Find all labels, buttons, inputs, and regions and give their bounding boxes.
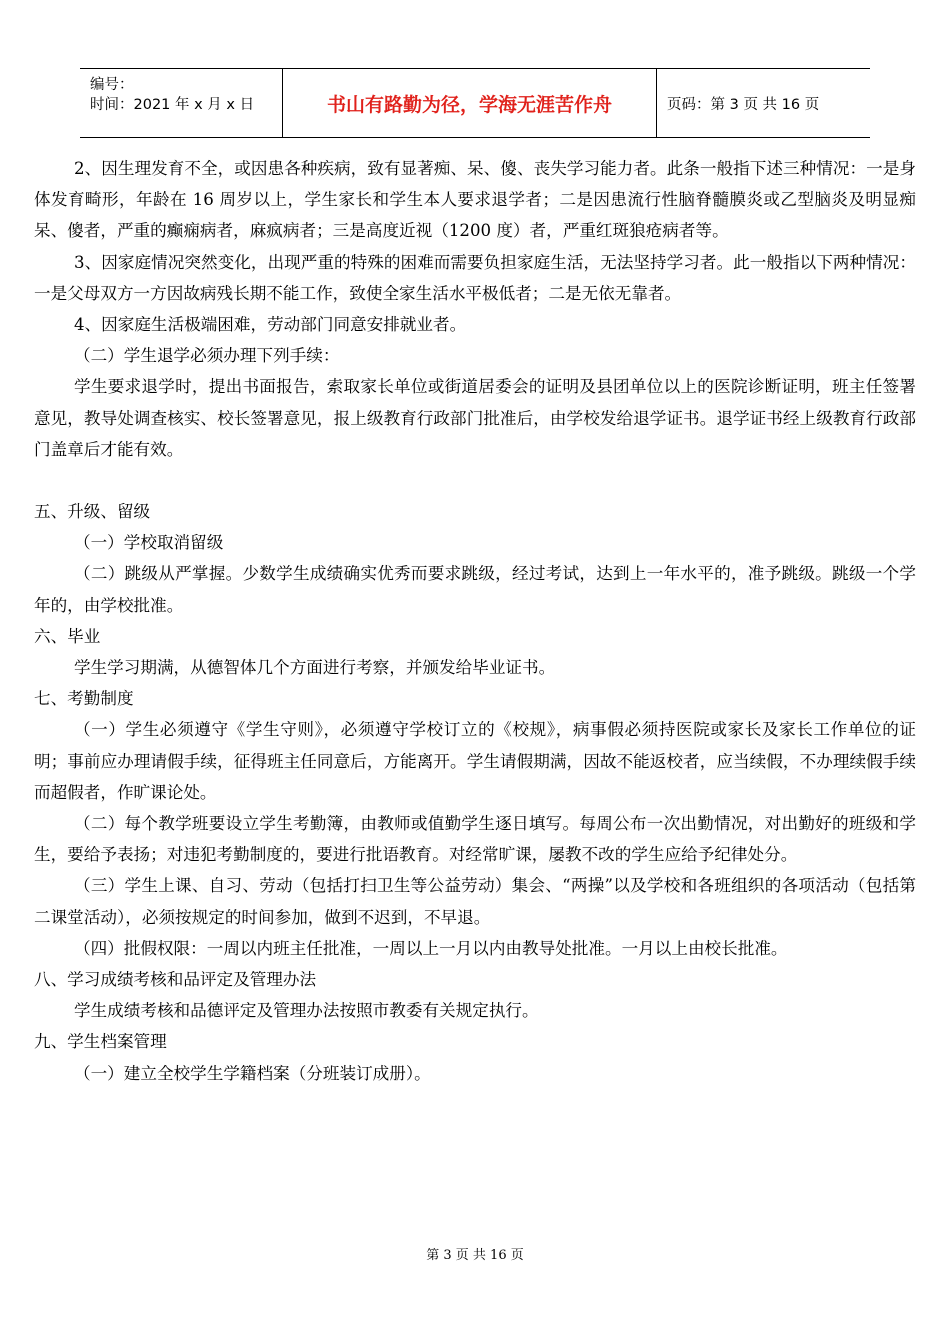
paragraph: 学生成绩考核和品德评定及管理办法按照市教委有关规定执行。 — [74, 1001, 539, 1021]
subsection-heading: （一）建立全校学生学籍档案（分班装订成册）。 — [74, 1063, 431, 1083]
paragraph: （三）学生上课、自习、劳动（包括打扫卫生等公益劳动）集会、“两操”以及学校和各班组织的各项活动（包括第二课堂活动），必须按规定的时间参加，做到不迟到，不早退。 — [34, 876, 916, 927]
header-page-label: 页码：第 3 页 共 16 页 — [667, 96, 820, 113]
paragraph: （一）学生必须遵守《学生守则》，必须遵守学校订立的《校规》，病事假必须持医院或家长及家长工作单位的证明；事前应办理请假手续，征得班主任同意后，方能离开。学生请假期满，因故不能返校者，应当续假，不办理续假手续而超假者，作旷课论处。 — [34, 720, 916, 802]
paragraph: 2、因生理发育不全，或因患各种疾病，致有显著痴、呆、傻、丧失学习能力者。此条一般指下述三种情况：一是身体发育畸形，年龄在 16 周岁以上，学生家长和学生本人要求退学者；二是因患流行性脑脊髓膜炎或乙型脑炎及明显痴呆、傻者，严重的癫痫病者，麻疯病者；三是高度近视（1200 度）者，严重红斑狼疮病者等。 — [34, 159, 916, 241]
document-body — [34, 153, 916, 1089]
header-motto: 书山有路勤为径，学海无涯苦作舟 — [283, 69, 657, 137]
spacer — [34, 465, 916, 496]
section-heading: 五、升级、留级 — [34, 502, 151, 522]
paragraph: 4、因家庭生活极端困难，劳动部门同意安排就业者。 — [74, 315, 467, 335]
paragraph: （四）批假权限：一周以内班主任批准，一周以上一月以内由教导处批准。一月以上由校长批准。 — [74, 938, 788, 958]
paragraph: 学生要求退学时，提出书面报告，索取家长单位或街道居委会的证明及县团单位以上的医院诊断证明，班主任签署意见，教导处调查核实、校长签署意见，报上级教育行政部门批准后，由学校发给退学证书。退学证书经上级教育行政部门盖章后才能有效。 — [34, 377, 916, 459]
section-heading: 七、考勤制度 — [34, 689, 134, 709]
paragraph: （二）每个教学班要设立学生考勤簿，由教师或值勤学生逐日填写。每周公布一次出勤情况，对出勤好的班级和学生，要给予表扬；对违犯考勤制度的，要进行批语教育。对经常旷课，屡教不改的学生应给予纪律处分。 — [34, 814, 916, 865]
date-label: 时间：2021 年 x 月 x 日 — [90, 97, 255, 113]
page-footer: 第 3 页 共 16 页 — [426, 1248, 524, 1263]
paragraph: 学生学习期满，从德智体几个方面进行考察，并颁发给毕业证书。 — [74, 658, 556, 678]
subsection-heading: （一）学校取消留级 — [74, 533, 224, 553]
paragraph: 3、因家庭情况突然变化，出现严重的特殊的困难而需要负担家庭生活，无法坚持学习者。此一般指以下两种情况：一是父母双方一方因故病残长期不能工作，致使全家生活水平极低者；二是无依无靠者。 — [34, 252, 916, 303]
number-label: 编号： — [90, 77, 134, 93]
section-heading: 九、学生档案管理 — [34, 1032, 167, 1052]
header-meta — [80, 69, 283, 137]
section-heading: 六、毕业 — [34, 626, 101, 646]
paragraph: （二）跳级从严掌握。少数学生成绩确实优秀而要求跳级，经过考试，达到上一年水平的，准予跳级。跳级一个学年的，由学校批准。 — [34, 564, 916, 615]
subsection-heading: （二）学生退学必须办理下列手续： — [74, 346, 340, 366]
page-header — [80, 68, 870, 138]
section-heading: 八、学习成绩考核和品评定及管理办法 — [34, 970, 317, 990]
